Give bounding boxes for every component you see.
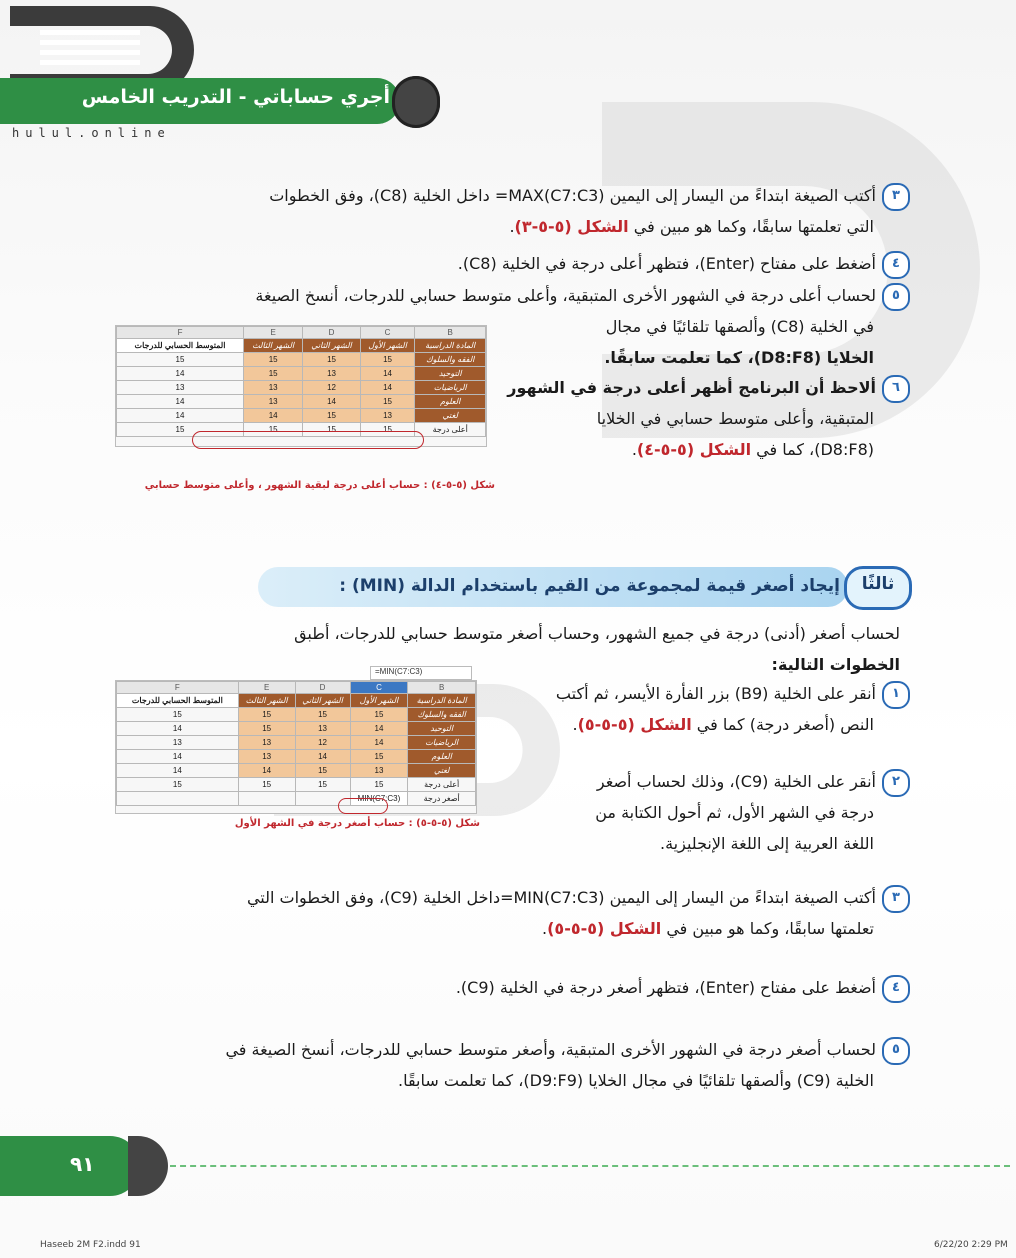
column-header: الشهر الثالث xyxy=(238,694,295,708)
table-cell: 15 xyxy=(303,423,360,437)
step-text: النص (أصغر درجة) كما في xyxy=(696,715,874,734)
table-row xyxy=(117,764,476,778)
table-cell: 13 xyxy=(117,381,244,395)
step-a-4 xyxy=(120,248,910,279)
table-cell: 15 xyxy=(295,708,350,722)
step-number: ١ xyxy=(882,681,910,709)
column-letter: F xyxy=(117,682,239,694)
table-cell: 15 xyxy=(117,353,244,367)
table-cell: 14 xyxy=(350,722,408,736)
step-text: لحساب أصغر درجة في الشهور الأخرى المتبقية، وأصغر متوسط حسابي للدرجات، أنسخ الصيغة في xyxy=(225,1040,876,1059)
table-cell: 12 xyxy=(303,381,360,395)
column-letter: F xyxy=(117,327,244,339)
column-letter: B xyxy=(408,682,476,694)
section-badge-label: ثالثًا xyxy=(861,574,895,594)
table-cell: لغتي xyxy=(415,409,486,423)
step-text: التي تعلمتها سابقًا، وكما هو مبين في xyxy=(633,217,874,236)
page-number: ٩١ xyxy=(70,1152,95,1176)
table-row xyxy=(117,395,486,409)
spreadsheet-figure-min xyxy=(115,680,477,814)
table-cell: 15 xyxy=(238,708,295,722)
table-row xyxy=(117,750,476,764)
column-letter: E xyxy=(238,682,295,694)
table-cell: 15 xyxy=(244,353,303,367)
table-cell: 15 xyxy=(117,423,244,437)
step-text: ألاحظ أن البرنامج أظهر أعلى درجة في الشهور xyxy=(507,378,876,397)
table-cell: 14 xyxy=(117,722,239,736)
step-number: ٣ xyxy=(882,183,910,211)
table-cell: 13 xyxy=(244,381,303,395)
intro-text: لحساب أصغر (أدنى) درجة في جميع الشهور، وحساب أصغر متوسط حسابي للدرجات، أطبق xyxy=(294,624,900,643)
table-cell: أصغر درجة xyxy=(408,792,476,806)
table-cell: 15 xyxy=(350,708,408,722)
column-letter: E xyxy=(244,327,303,339)
table-row xyxy=(117,367,486,381)
step-text: . xyxy=(631,440,637,459)
step-b-5 xyxy=(110,1034,910,1096)
table-cell: 14 xyxy=(244,409,303,423)
table-cell: 14 xyxy=(238,764,295,778)
table-cell: لغتي xyxy=(408,764,476,778)
table-cell: 14 xyxy=(117,764,239,778)
table-row xyxy=(117,708,476,722)
column-header: المادة الدراسية xyxy=(408,694,476,708)
column-header: المادة الدراسية xyxy=(415,339,486,353)
formula-bar[interactable] xyxy=(370,666,472,680)
step-text: . xyxy=(509,217,515,236)
step-number: ٤ xyxy=(882,975,910,1003)
table-row xyxy=(117,409,486,423)
logo-text: hulul.online xyxy=(12,126,171,140)
table-cell: 12 xyxy=(295,736,350,750)
table-cell: 15 xyxy=(360,395,415,409)
table-cell: التوحيد xyxy=(415,367,486,381)
table-cell: 15 xyxy=(238,778,295,792)
column-header: المتوسط الحسابي للدرجات xyxy=(117,339,244,353)
table-cell xyxy=(238,792,295,806)
formula-text: =MIN(C7:C3) xyxy=(375,667,423,676)
step-b-1 xyxy=(500,678,910,740)
step-text: أكتب الصيغة ابتداءً من اليسار إلى اليمين (MIN(C7:C3=داخل الخلية (C9)، وفق الخطوات التي xyxy=(246,888,876,907)
table-cell: 13 xyxy=(238,736,295,750)
table-cell: 15 xyxy=(360,353,415,367)
column-header: الشهر الثاني xyxy=(303,339,360,353)
table-cell: 13 xyxy=(238,750,295,764)
column-letters-row xyxy=(117,327,486,339)
column-letter: D xyxy=(295,682,350,694)
step-text: (D8:F8)، كما في xyxy=(756,440,874,459)
header-row xyxy=(117,339,486,353)
table-cell: الرياضيات xyxy=(415,381,486,395)
figure-caption: شكل (٥-٥-٤) : حساب أعلى درجة لبقية الشهور ، وأعلى متوسط حسابي xyxy=(144,480,495,491)
page-title: أجري حساباتي - التدريب الخامس xyxy=(81,86,390,108)
table-cell: 15 xyxy=(303,409,360,423)
table-cell: الرياضيات xyxy=(408,736,476,750)
table-cell: 14 xyxy=(117,750,239,764)
table-cell: العلوم xyxy=(415,395,486,409)
table-cell: 15 xyxy=(295,778,350,792)
table-cell: 14 xyxy=(117,395,244,409)
step-a-6 xyxy=(500,372,910,465)
step-text: أكتب الصيغة ابتداءً من اليسار إلى اليمين (MAX(C7:C3= داخل الخلية (C8)، وفق الخطوات xyxy=(269,186,876,205)
figure-ref: الشكل (٥-٥-٥) xyxy=(577,715,692,734)
step-text: أضغط على مفتاح (Enter)، فتظهر أصغر درجة في الخلية (C9). xyxy=(455,978,876,997)
step-number: ٢ xyxy=(882,769,910,797)
table-cell: 14 xyxy=(360,367,415,381)
table-row xyxy=(117,381,486,395)
header-row xyxy=(117,694,476,708)
table-cell: 15 xyxy=(295,764,350,778)
step-text: في الخلية (C8) وألصقها تلقائيًا في مجال xyxy=(605,317,874,336)
table-cell: الفقه والسلوك xyxy=(408,708,476,722)
step-number: ٥ xyxy=(882,283,910,311)
figure-caption: شكل (٥-٥-٥) : حساب أصغر درجة في الشهر الأول xyxy=(234,818,480,829)
step-text: . xyxy=(572,715,578,734)
header-cap xyxy=(392,76,440,128)
highlight-oval xyxy=(338,798,388,814)
min-row xyxy=(117,792,476,806)
column-header: الشهر الثالث xyxy=(244,339,303,353)
table-cell: 15 xyxy=(350,750,408,764)
section-intro xyxy=(110,618,900,680)
table-cell: 15 xyxy=(360,423,415,437)
column-letter: B xyxy=(415,327,486,339)
table-cell: 15 xyxy=(244,423,303,437)
table-cell: أعلى درجة xyxy=(415,423,486,437)
step-text: أنقر على الخلية (C9)، وذلك لحساب أصغر xyxy=(596,772,876,791)
table-cell: العلوم xyxy=(408,750,476,764)
table-cell: 13 xyxy=(350,764,408,778)
step-text: الخلية (C9) وألصقها تلقائيًا في مجال الخلايا (D9:F9)، كما تعلمت سابقًا. xyxy=(398,1071,874,1090)
step-b-3 xyxy=(120,882,910,944)
table-cell: التوحيد xyxy=(408,722,476,736)
table-row xyxy=(117,722,476,736)
table-cell: 14 xyxy=(117,367,244,381)
footer-divider xyxy=(170,1165,1010,1167)
table-cell: 14 xyxy=(117,409,244,423)
column-letter: D xyxy=(303,327,360,339)
column-letter: C xyxy=(350,682,408,694)
column-header: الشهر الثاني xyxy=(295,694,350,708)
date-info: 6/22/20 2:29 PM xyxy=(934,1240,1008,1250)
step-text: أنقر على الخلية (B9) بزر الفأرة الأيسر، ثم أكتب xyxy=(555,684,876,703)
table-cell: 13 xyxy=(244,395,303,409)
figure-ref: الشكل (٥-٥-٥) xyxy=(547,919,662,938)
table-cell[interactable]: MIN(C7:C3) xyxy=(350,792,408,806)
table-cell: 15 xyxy=(244,367,303,381)
table-cell: أعلى درجة xyxy=(408,778,476,792)
step-number: ٣ xyxy=(882,885,910,913)
section-title: إيجاد أصغر قيمة لمجموعة من القيم باستخدام الدالة (MIN) : xyxy=(339,576,840,596)
step-text: تعلمتها سابقًا، وكما هو مبين في xyxy=(666,919,874,938)
table-cell: 14 xyxy=(303,395,360,409)
figure-ref: الشكل (٥-٥-٤) xyxy=(636,440,752,459)
table-row xyxy=(117,736,476,750)
column-header: المتوسط الحسابي للدرجات xyxy=(117,694,239,708)
step-number: ٤ xyxy=(882,251,910,279)
step-a-3 xyxy=(120,180,910,242)
table-cell xyxy=(117,792,239,806)
table-cell: 14 xyxy=(360,381,415,395)
table-cell: 15 xyxy=(117,708,239,722)
column-letter: C xyxy=(360,327,415,339)
column-header: الشهر الأول xyxy=(350,694,408,708)
column-header: الشهر الأول xyxy=(360,339,415,353)
step-text: لحساب أعلى درجة في الشهور الأخرى المتبقية، وأعلى متوسط حسابي للدرجات، أنسخ الصيغة xyxy=(255,286,876,305)
step-text: المتبقية، وأعلى متوسط حسابي في الخلايا xyxy=(596,409,874,428)
table-cell: 14 xyxy=(350,736,408,750)
table-cell: الفقه والسلوك xyxy=(415,353,486,367)
highlight-oval xyxy=(192,431,424,449)
table-cell: 15 xyxy=(117,778,239,792)
figure-ref: الشكل (٥-٥-٣) xyxy=(514,217,629,236)
step-text: اللغة العربية إلى اللغة الإنجليزية. xyxy=(660,834,874,853)
step-text: أضغط على مفتاح (Enter)، فتظهر أعلى درجة في الخلية (C8). xyxy=(457,254,876,273)
table-cell: 13 xyxy=(295,722,350,736)
table-cell: 13 xyxy=(360,409,415,423)
step-text: . xyxy=(542,919,548,938)
step-number: ٦ xyxy=(882,375,910,403)
table-cell: 15 xyxy=(238,722,295,736)
step-number: ٥ xyxy=(882,1037,910,1065)
totals-row xyxy=(117,778,476,792)
step-text: درجة في الشهر الأول، ثم أحول الكتابة من xyxy=(595,803,874,822)
table-cell: 13 xyxy=(117,736,239,750)
table-cell: 15 xyxy=(303,353,360,367)
spreadsheet-figure-max xyxy=(115,325,487,447)
table-cell: 14 xyxy=(295,750,350,764)
step-text: الخلايا (D8:F8)، كما تعلمت سابقًا. xyxy=(604,348,874,367)
file-info: Haseeb 2M F2.indd 91 xyxy=(40,1240,141,1250)
table-cell: 15 xyxy=(350,778,408,792)
column-letters-row xyxy=(117,682,476,694)
table-row xyxy=(117,353,486,367)
table-cell: 13 xyxy=(303,367,360,381)
step-b-2 xyxy=(500,766,910,859)
step-b-4 xyxy=(120,972,910,1003)
intro-text: الخطوات التالية: xyxy=(771,655,900,674)
